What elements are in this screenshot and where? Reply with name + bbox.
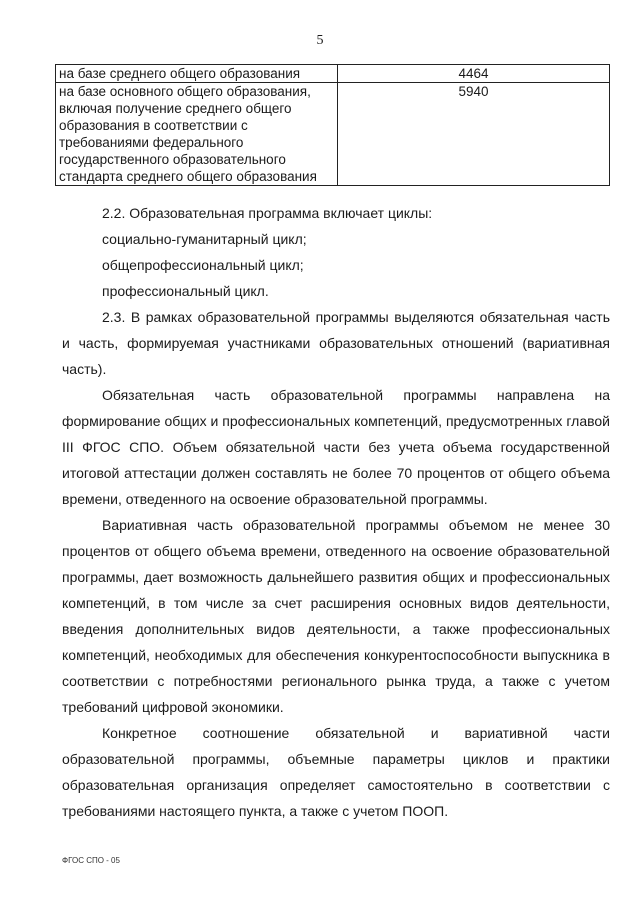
- paragraph-mandatory-part: Обязательная часть образовательной программы направлена на формирование общих и профессиональных компетенций, предусмотренных главой III ФГОС СПО. Объем обязательной части без учета объема государственной итоговой аттестации должен составлять не более 70 процентов от общего объема времени, отведенного на освоение образовательной программы.: [62, 387, 610, 507]
- paragraph-2-3: 2.3. В рамках образовательной программы выделяются обязательная часть и часть, формируемая участниками образовательных отношений (вариативная часть).: [62, 309, 610, 377]
- table-cell-value: 4464: [338, 65, 610, 83]
- page-number: 5: [316, 33, 324, 48]
- table-cell-value: 5940: [338, 83, 610, 186]
- table-row: [56, 65, 610, 83]
- paragraph-ratio: Конкретное соотношение обязательной и вариативной части образовательной программы, объемные параметры циклов и практики образовательная организация определяет самостоятельно в соответствии с требованиями настоящего пункта, а также с учетом ПООП.: [62, 725, 610, 819]
- document-body: [62, 200, 610, 824]
- table-row: [56, 83, 610, 186]
- paragraph-variable-part: Вариативная часть образовательной программы объемом не менее 30 процентов от общего объема времени, отведенного на освоение образовательной программы, дает возможность дальнейшего развития общих и профессиональных компетенций, в том числе за счет расширения основных видов деятельности, введения дополнительных видов деятельности, а также профессиональных компетенций, необходимых для обеспечения конкурентоспособности выпускника в соответствии с потребностями регионального рынка труда, а также с учетом требований цифровой экономики.: [62, 517, 610, 715]
- cycle-item: профессиональный цикл.: [102, 283, 269, 299]
- footer-doc-code: ФГОС СПО - 05: [62, 856, 120, 865]
- table-cell-label: на базе среднего общего образования: [56, 65, 338, 83]
- cycle-item: социально-гуманитарный цикл;: [102, 231, 307, 247]
- section-2-2-intro: 2.2. Образовательная программа включает циклы:: [102, 205, 433, 221]
- hours-table: [55, 64, 610, 186]
- table-cell-label: на базе основного общего образования, включая получение среднего общего образования в соответствии с требованиями федерального государственного образовательного стандарта среднего общего образования: [56, 83, 338, 186]
- cycle-item: общепрофессиональный цикл;: [102, 257, 304, 273]
